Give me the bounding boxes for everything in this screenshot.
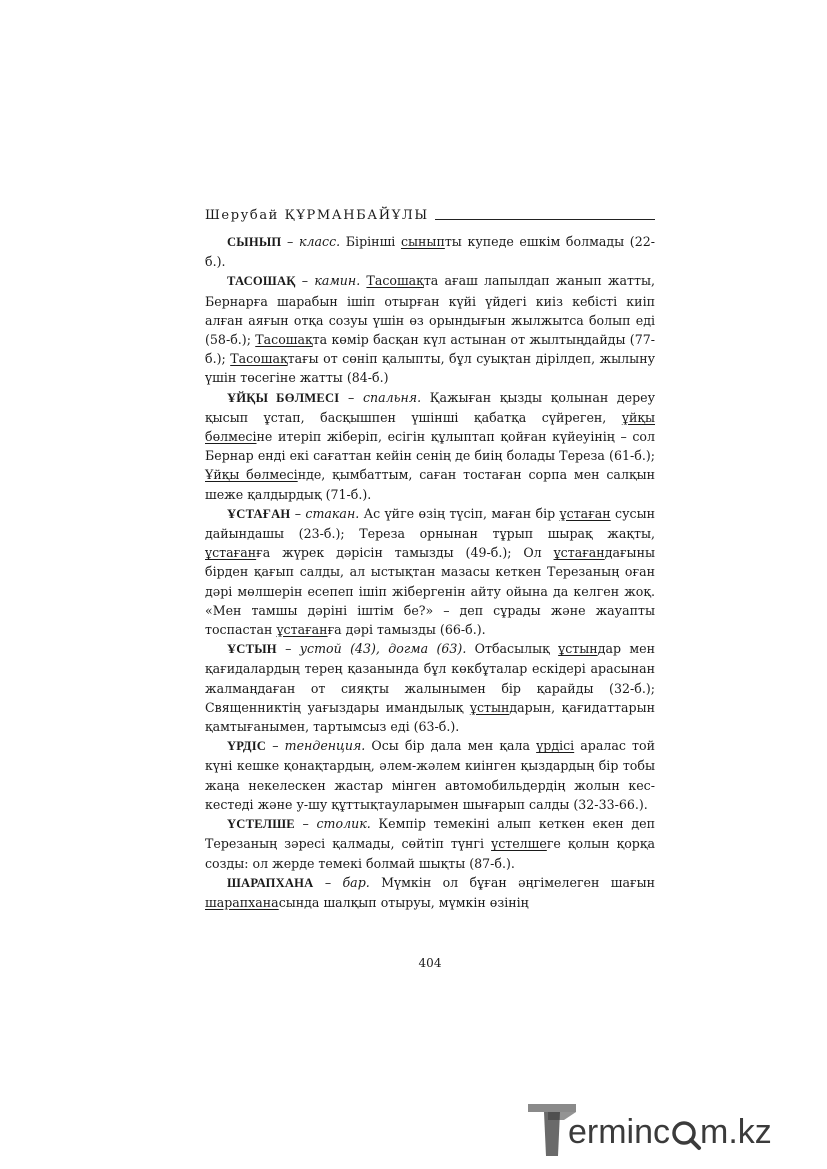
dictionary-entry: [205, 639, 655, 736]
underlined-term: Ұйқы бөлмесі: [205, 467, 298, 483]
gloss: камин.: [314, 273, 361, 289]
termincom-logo: [528, 1098, 818, 1158]
underlined-term: ұстаған: [205, 545, 257, 561]
dictionary-entry: [205, 814, 655, 873]
entry-text: та ағаш лапылдап жанып жатты, Бернарға шарабын ішіп отырған күйі үйдегі киіз кебісті киіп алған аяғын отқа созуы үшін өз орындығын жылжытса болып еді (58-б.);: [205, 273, 655, 348]
underlined-term: үрдісі: [536, 738, 575, 754]
entry-text: дар мен қағидалардың терең қазанында бұл көкбұталар ескідері арасынан жалмаңдаған от сияқты жалынымен бір қарайды (32-б.); Священниктің уағыздары имандылық: [205, 641, 655, 715]
logo-magnifier-icon: [674, 1123, 699, 1148]
entry-text: Қажыған қызды қолынан дереу қысып ұстап, басқышпен үшінші қабатқа сүйреген,: [205, 389, 655, 425]
dictionary-entry: [205, 232, 655, 271]
dictionary-entries: [205, 232, 655, 912]
entry-text: Бірінші: [340, 234, 401, 249]
entry-text: тағы от сөніп қалыпты, бұл суықтан дірілдеп, жылыну үшін төсегіне жатты (84-б.): [205, 351, 655, 386]
gloss: спальня.: [362, 389, 422, 405]
logo-text-erminc: erminc: [568, 1113, 671, 1151]
entry-text: дарын, қағидаттарын қамтығанымен, тартымсыз еді (63-б.).: [205, 699, 655, 735]
headword: ҰЙҚЫ БӨЛМЕСІ: [227, 390, 340, 405]
underlined-term: сынып: [400, 234, 445, 249]
gloss: тенденция.: [284, 738, 366, 754]
running-head: [205, 208, 655, 223]
headword: ҮСТЕЛШЕ: [227, 817, 295, 832]
dictionary-entry: [205, 271, 655, 387]
entry-text: –: [339, 389, 363, 405]
gloss: устой (43), догма (63).: [299, 641, 467, 657]
dictionary-entry: [205, 736, 655, 814]
underlined-term: Тасошақ: [255, 332, 313, 348]
gloss: класс.: [299, 234, 341, 249]
entry-text: Кемпір темекіні алып кеткен екен деп Терезаның зәресі қалмады, сөйтіп түнгі: [205, 816, 655, 852]
gloss: бар.: [342, 874, 370, 890]
entry-text: –: [313, 874, 343, 890]
entry-text: –: [294, 816, 317, 832]
page-number: 404: [418, 956, 442, 970]
underlined-term: Тасошақ: [366, 273, 424, 289]
entry-text: –: [290, 505, 306, 521]
entry-text: ға жүрек дәрісін тамызды (49-б.); Ол: [256, 545, 554, 561]
entry-text: нде, қымбаттым, саған тостаған сорпа мен салқын шеже қалдырдық (71-б.).: [205, 467, 655, 502]
headword: СЫНЫП: [227, 235, 282, 249]
entry-text: –: [295, 273, 315, 289]
gloss: столик.: [316, 816, 371, 832]
dictionary-entry: [205, 504, 655, 639]
underlined-term: үстелше: [491, 836, 547, 852]
entry-text: Ас үйге өзің түсіп, маған бір: [359, 505, 560, 521]
entry-text: сында шалқып отыруы, мүмкін өзінің: [278, 894, 529, 910]
entry-text: –: [281, 234, 299, 249]
underlined-term: ұстын: [469, 699, 510, 715]
entry-text: Мүмкін ол бұған әңгімелеген шағын: [369, 874, 655, 890]
logo-text-mkz: m.kz: [700, 1113, 772, 1151]
dictionary-entry: [205, 873, 655, 912]
entry-text: Осы бір дала мен қала: [365, 738, 537, 754]
underlined-term: ұйқы бөлмесі: [205, 409, 655, 445]
document-page: [205, 208, 656, 970]
underlined-term: Тасошақ: [230, 351, 288, 367]
running-head-text: Шерубай ҚҰРМАНБАЙҰЛЫ: [205, 208, 429, 223]
headword: ҰСТАҒАН: [227, 506, 291, 521]
entry-text: ты купеде ешкім болмады (22-б.).: [205, 234, 656, 270]
dictionary-entry: [205, 388, 655, 504]
headword: ҮРДІС: [227, 739, 267, 754]
underlined-term: ұстын: [558, 641, 598, 657]
headword: ҰСТЫН: [227, 642, 277, 657]
underlined-term: ұстаған: [559, 505, 611, 521]
entry-text: та көмір басқан күл астынан от жылтыңдайды (77-б.);: [205, 332, 655, 367]
underlined-term: ұстаған: [276, 622, 328, 638]
entry-text: не итеріп жіберіп, есігін құлыптап қойған күйеуінің – сол Бернар енді екі сағаттан кейін сенің де биің болады Тереза (61-б.);: [205, 429, 655, 464]
entry-text: дағыны бірден қағып салды, ал ыстықтан мазасы кеткен Терезаның оған дәрі мөлшерін есепеп ішіп жібергенін айту ойына да келген жоқ. «Мен тамшы дәріні іштім бе?» – деп сұрады және жауапты тоспастан: [205, 545, 655, 638]
entry-text: Отбасылық: [466, 641, 559, 657]
entry-text: сусын дайындашы (23-б.); Тереза орнынан тұрып шырақ жақты,: [205, 505, 655, 542]
headword: ШАРАПХАНА: [227, 875, 314, 890]
entry-text: –: [266, 738, 285, 754]
underlined-term: ұстаған: [553, 545, 605, 561]
entry-text: аралас той күні кешке қонақтардың, әлем-жәлем киінген қыздардың бір тобы жаңа некелескен жастар мінген автомобильдердің жолын кес-кестеді және у-шу құттықтауларымен шығарып салды (32-33-66.).: [205, 738, 655, 812]
underlined-term: шарапхана: [205, 894, 279, 910]
headword: ТАСОШАҚ: [227, 274, 296, 289]
entry-text: ге қолын қорқа созды: ол жерде темекі болмай шықты (87-б.).: [205, 836, 655, 871]
entry-text: ға дәрі тамызды (66-б.).: [327, 622, 486, 638]
gloss: стакан.: [305, 505, 360, 521]
entry-text: –: [276, 641, 300, 657]
running-head-rule: [435, 219, 655, 220]
